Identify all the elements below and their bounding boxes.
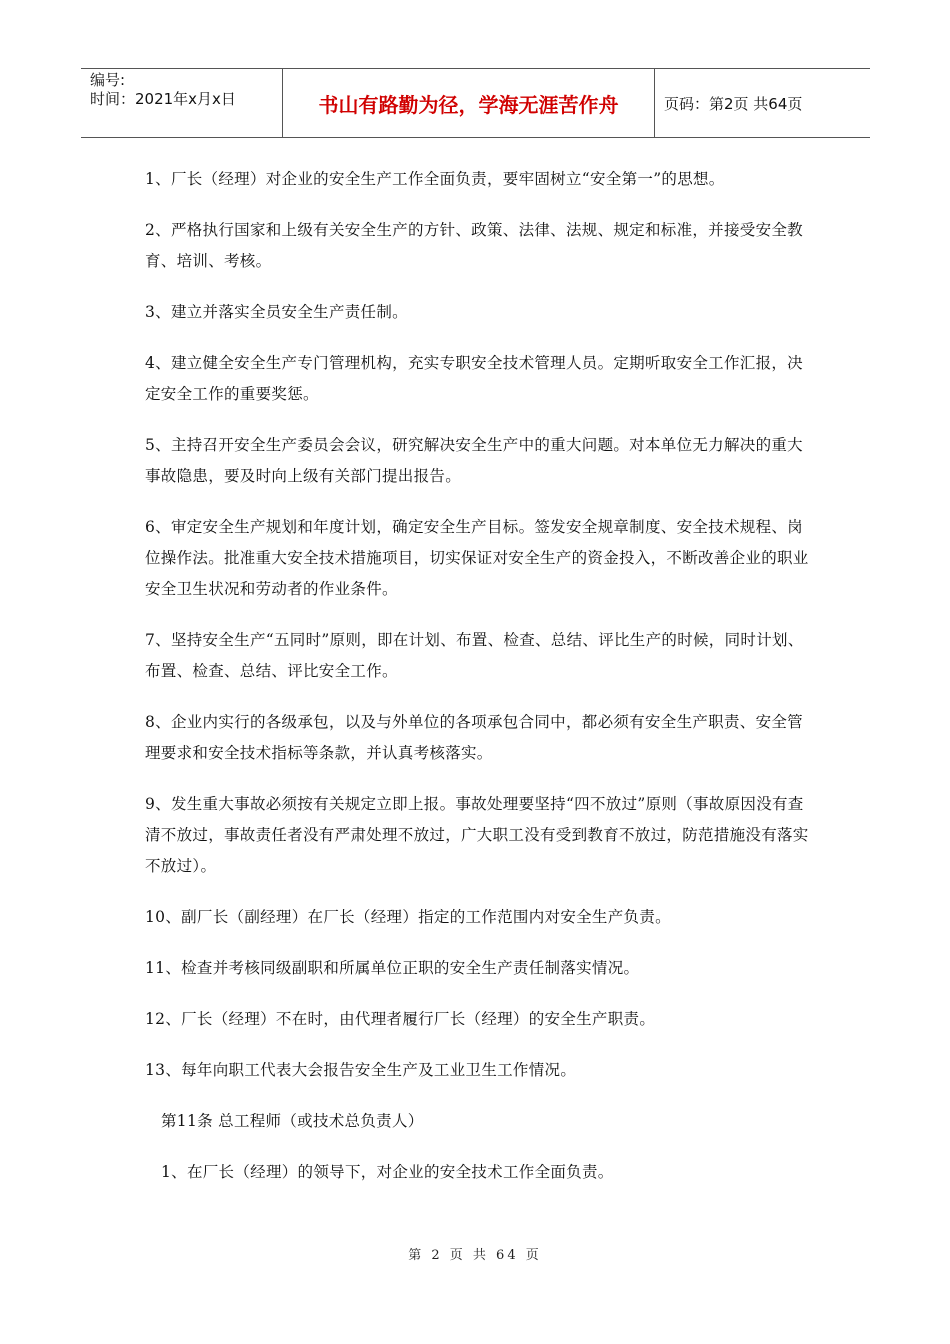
paragraph: 12、厂长（经理）不在时，由代理者履行厂长（经理）的安全生产职责。 [145, 1010, 656, 1028]
paragraph: 8、企业内实行的各级承包，以及与外单位的各项承包合同中，都必须有安全生产职责、安全管理要求和安全技术指标等条款，并认真考核落实。 [145, 713, 803, 762]
paragraph: 4、建立健全安全生产专门管理机构，充实专职安全技术管理人员。定期听取安全工作汇报，决定安全工作的重要奖惩。 [145, 354, 803, 403]
paragraph: 6、审定安全生产规划和年度计划，确定安全生产目标。签发安全规章制度、安全技术规程、岗位操作法。批准重大安全技术措施项目，切实保证对安全生产的资金投入，不断改善企业的职业安全卫生状况和劳动者的作业条件。 [145, 518, 809, 598]
paragraph: 9、发生重大事故必须按有关规定立即上报。事故处理要坚持“四不放过”原则（事故原因没有查清不放过，事故责任者没有严肃处理不放过，广大职工没有受到教育不放过，防范措施没有落实不放过）。 [145, 795, 809, 875]
paragraph: 第11条 总工程师（或技术总负责人） [161, 1112, 424, 1130]
paragraph: 10、副厂长（副经理）在厂长（经理）指定的工作范围内对安全生产负责。 [145, 908, 671, 926]
serial-label: 编号: [90, 71, 126, 89]
paragraph: 2、严格执行国家和上级有关安全生产的方针、政策、法律、法规、规定和标准，并接受安全教育、培训、考核。 [145, 221, 803, 270]
paragraph: 3、建立并落实全员安全生产责任制。 [145, 303, 408, 321]
header-motto: 书山有路勤为径，学海无涯苦作舟 [282, 69, 655, 137]
page-footer: 第 2 页 共 64 页 [408, 1248, 542, 1263]
page-header [81, 68, 870, 138]
document-body [145, 164, 815, 1188]
paragraph: 5、主持召开安全生产委员会会议，研究解决安全生产中的重大问题。对本单位无力解决的重大事故隐患，要及时向上级有关部门提出报告。 [145, 436, 803, 485]
paragraph: 7、坚持安全生产“五同时”原则，即在计划、布置、检查、总结、评比生产的时候，同时计划、布置、检查、总结、评比安全工作。 [145, 631, 804, 680]
header-page-number: 页码：第2页 共64页 [664, 94, 803, 113]
paragraph: 1、厂长（经理）对企业的安全生产工作全面负责，要牢固树立“安全第一”的思想。 [145, 170, 725, 188]
paragraph: 13、每年向职工代表大会报告安全生产及工业卫生工作情况。 [145, 1061, 577, 1079]
header-meta [81, 69, 282, 137]
date-text: 时间：2021年x月x日 [90, 90, 236, 108]
paragraph: 1、在厂长（经理）的领导下，对企业的安全技术工作全面负责。 [161, 1163, 614, 1181]
paragraph: 11、检查并考核同级副职和所属单位正职的安全生产责任制落实情况。 [145, 959, 640, 977]
